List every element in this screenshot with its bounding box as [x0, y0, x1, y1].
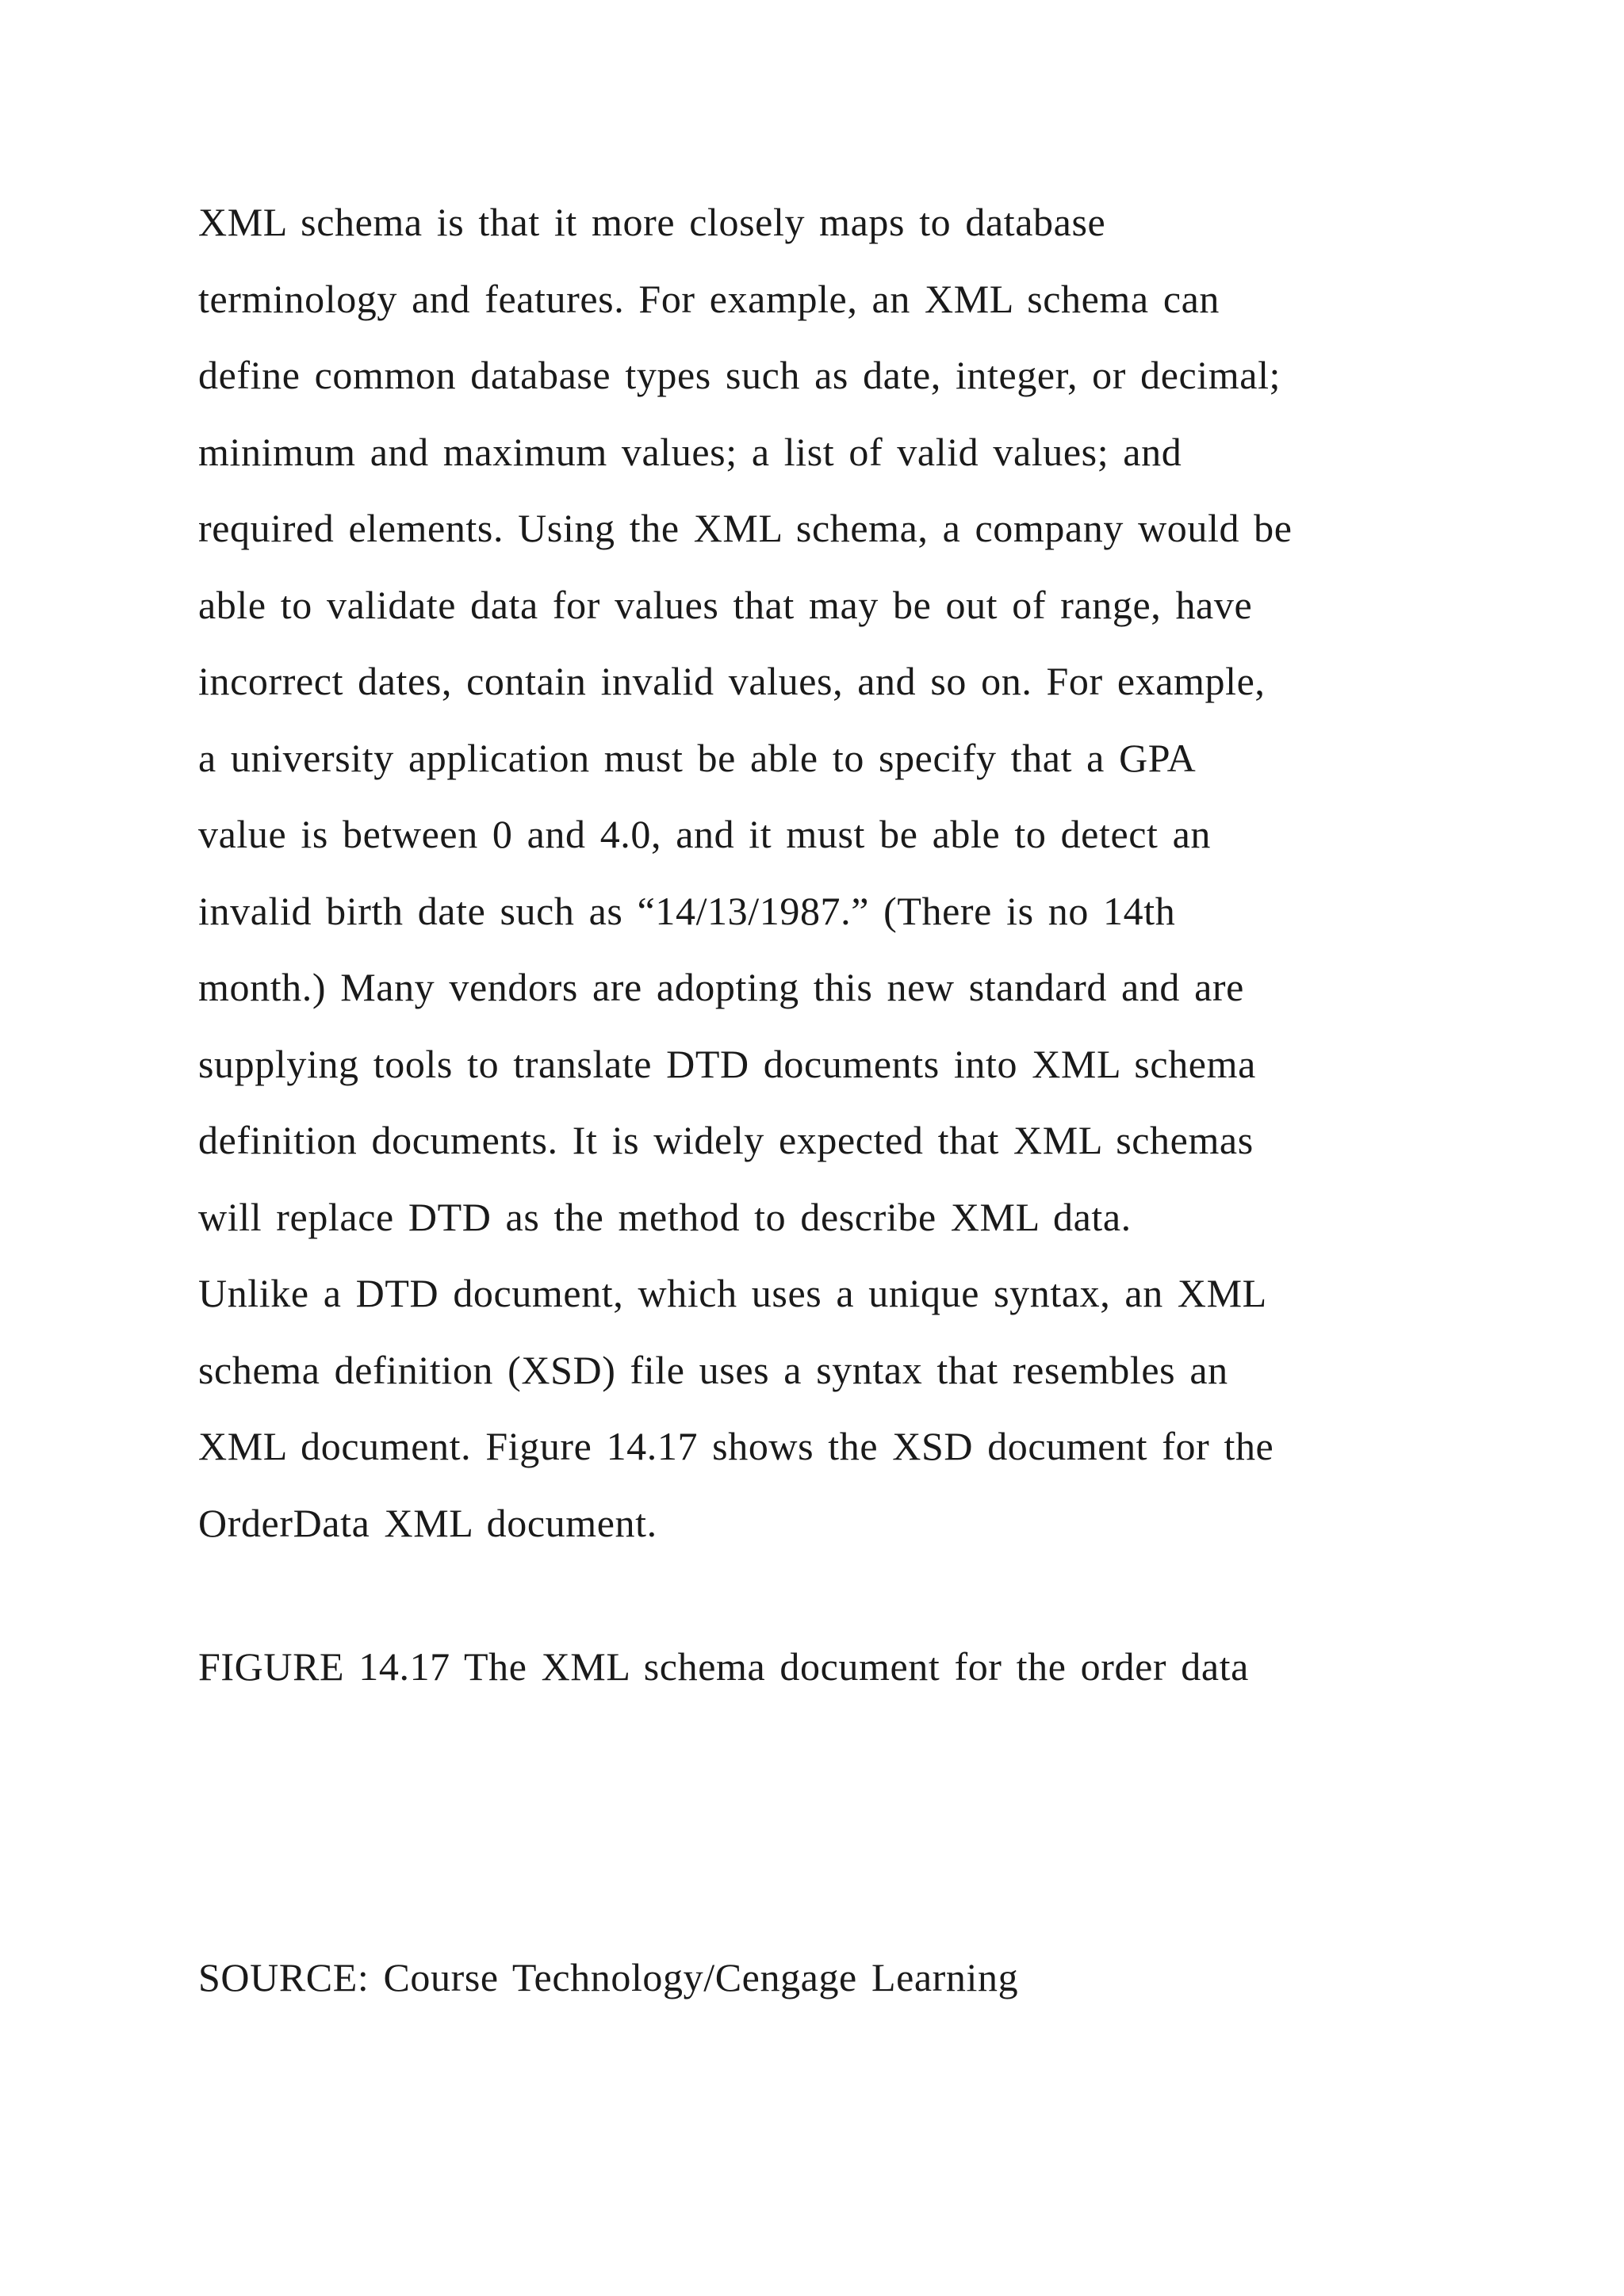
- text-line: supplying tools to translate DTD documents into XML schema: [198, 1041, 1256, 1086]
- text-line: able to validate data for values that may be out of range, have: [198, 582, 1253, 627]
- source-credit: SOURCE: Course Technology/Cengage Learning: [198, 1955, 1019, 1999]
- text-line: month.) Many vendors are adopting this new standard and are: [198, 965, 1244, 1009]
- text-line: define common database types such as date, integer, or decimal;: [198, 353, 1281, 397]
- text-line: required elements. Using the XML schema, a company would be: [198, 506, 1293, 550]
- text-line: will replace DTD as the method to describe XML data.: [198, 1194, 1132, 1239]
- text-line: incorrect dates, contain invalid values, and so on. For example,: [198, 659, 1266, 703]
- text-line: a university application must be able to specify that a GPA: [198, 735, 1197, 780]
- text-line: XML schema is that it more closely maps to database: [198, 200, 1106, 244]
- body-text: [198, 197, 1293, 1574]
- text-line: terminology and features. For example, an XML schema can: [198, 276, 1220, 321]
- text-line: minimum and maximum values; a list of valid values; and: [198, 429, 1182, 474]
- text-line: OrderData XML document.: [198, 1500, 657, 1545]
- text-line: invalid birth date such as “14/13/1987.” (There is no 14th: [198, 888, 1176, 933]
- text-line: schema definition (XSD) file uses a syntax that resembles an: [198, 1347, 1228, 1392]
- figure-caption: FIGURE 14.17 The XML schema document for the order data: [198, 1644, 1249, 1689]
- text-line: Unlike a DTD document, which uses a unique syntax, an XML: [198, 1271, 1267, 1315]
- text-line: value is between 0 and 4.0, and it must be able to detect an: [198, 812, 1212, 856]
- text-line: definition documents. It is widely expected that XML schemas: [198, 1118, 1254, 1162]
- text-line: XML document. Figure 14.17 shows the XSD document for the: [198, 1424, 1274, 1468]
